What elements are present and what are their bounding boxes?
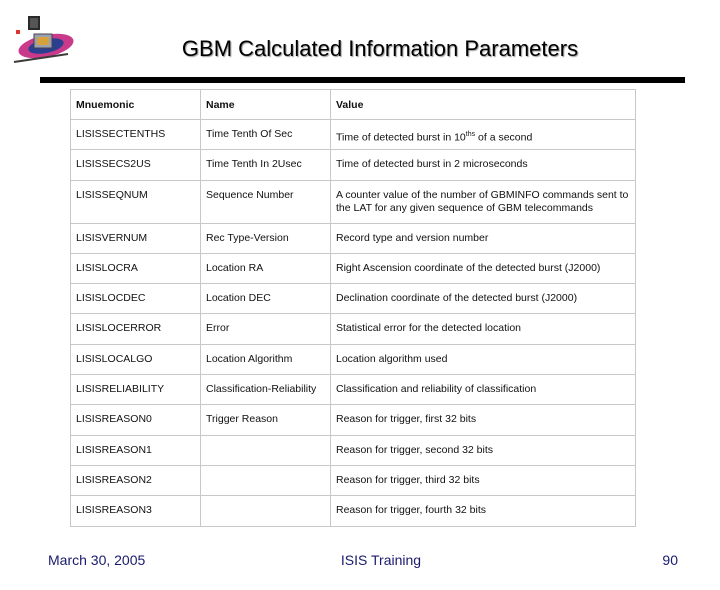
footer-date: March 30, 2005 — [48, 552, 146, 568]
table-row — [71, 284, 636, 314]
cell-value: Time of detected burst in 2 microseconds — [331, 150, 636, 180]
footer-event: ISIS Training — [340, 552, 422, 568]
cell-mnemonic: LISISLOCRA — [71, 253, 201, 283]
cell-value: Reason for trigger, fourth 32 bits — [331, 496, 636, 526]
cell-value: Right Ascension coordinate of the detected burst (J2000) — [331, 253, 636, 283]
table-row — [71, 120, 636, 150]
table-row — [71, 496, 636, 526]
cell-mnemonic: LISISSECS2US — [71, 150, 201, 180]
table-row — [71, 150, 636, 180]
cell-name: Rec Type-Version — [201, 223, 331, 253]
cell-mnemonic: LISISREASON2 — [71, 465, 201, 495]
page-number: 90 — [662, 552, 678, 568]
cell-value: Declination coordinate of the detected burst (J2000) — [331, 284, 636, 314]
cell-name: Classification-Reliability — [201, 375, 331, 405]
header-mnemonic: Mnuemonic — [71, 90, 201, 120]
table-row — [71, 465, 636, 495]
cell-name: Location DEC — [201, 284, 331, 314]
title-rule — [40, 77, 685, 83]
table-row — [71, 223, 636, 253]
cell-value: Reason for trigger, second 32 bits — [331, 435, 636, 465]
cell-name — [201, 496, 331, 526]
cell-value: Reason for trigger, third 32 bits — [331, 465, 636, 495]
table-header-row — [71, 90, 636, 120]
cell-value: Location algorithm used — [331, 344, 636, 374]
cell-mnemonic: LISISSECTENTHS — [71, 120, 201, 150]
cell-name: Trigger Reason — [201, 405, 331, 435]
value-text-tail: of a second — [475, 131, 533, 144]
table-row — [71, 375, 636, 405]
table-row — [71, 435, 636, 465]
cell-name: Time Tenth Of Sec — [201, 120, 331, 150]
cell-value: Reason for trigger, first 32 bits — [331, 405, 636, 435]
cell-mnemonic: LISISLOCALGO — [71, 344, 201, 374]
cell-name: Location RA — [201, 253, 331, 283]
cell-name — [201, 465, 331, 495]
cell-mnemonic: LISISRELIABILITY — [71, 375, 201, 405]
cell-mnemonic: LISISREASON3 — [71, 496, 201, 526]
cell-value: A counter value of the number of GBMINFO commands sent to the LAT for any given sequence of GBM telecommands — [331, 180, 636, 223]
cell-value — [331, 120, 636, 150]
cell-mnemonic: LISISLOCERROR — [71, 314, 201, 344]
cell-name: Error — [201, 314, 331, 344]
table-row — [71, 314, 636, 344]
cell-value: Classification and reliability of classification — [331, 375, 636, 405]
cell-name: Sequence Number — [201, 180, 331, 223]
cell-value: Record type and version number — [331, 223, 636, 253]
cell-value: Statistical error for the detected location — [331, 314, 636, 344]
table-row — [71, 405, 636, 435]
table-row — [71, 180, 636, 223]
value-superscript: ths — [465, 131, 476, 138]
table-row — [71, 253, 636, 283]
cell-name: Location Algorithm — [201, 344, 331, 374]
page-title: GBM Calculated Information Parameters — [181, 36, 579, 61]
cell-mnemonic: LISISREASON0 — [71, 405, 201, 435]
header-name: Name — [201, 90, 331, 120]
table-row — [71, 344, 636, 374]
cell-mnemonic: LISISLOCDEC — [71, 284, 201, 314]
cell-name: Time Tenth In 2Usec — [201, 150, 331, 180]
cell-mnemonic: LISISVERNUM — [71, 223, 201, 253]
cell-mnemonic: LISISSEQNUM — [71, 180, 201, 223]
value-text: Time of detected burst in 10 — [336, 131, 466, 144]
parameters-table — [70, 89, 636, 527]
cell-name — [201, 435, 331, 465]
header-value: Value — [331, 90, 636, 120]
cell-mnemonic: LISISREASON1 — [71, 435, 201, 465]
